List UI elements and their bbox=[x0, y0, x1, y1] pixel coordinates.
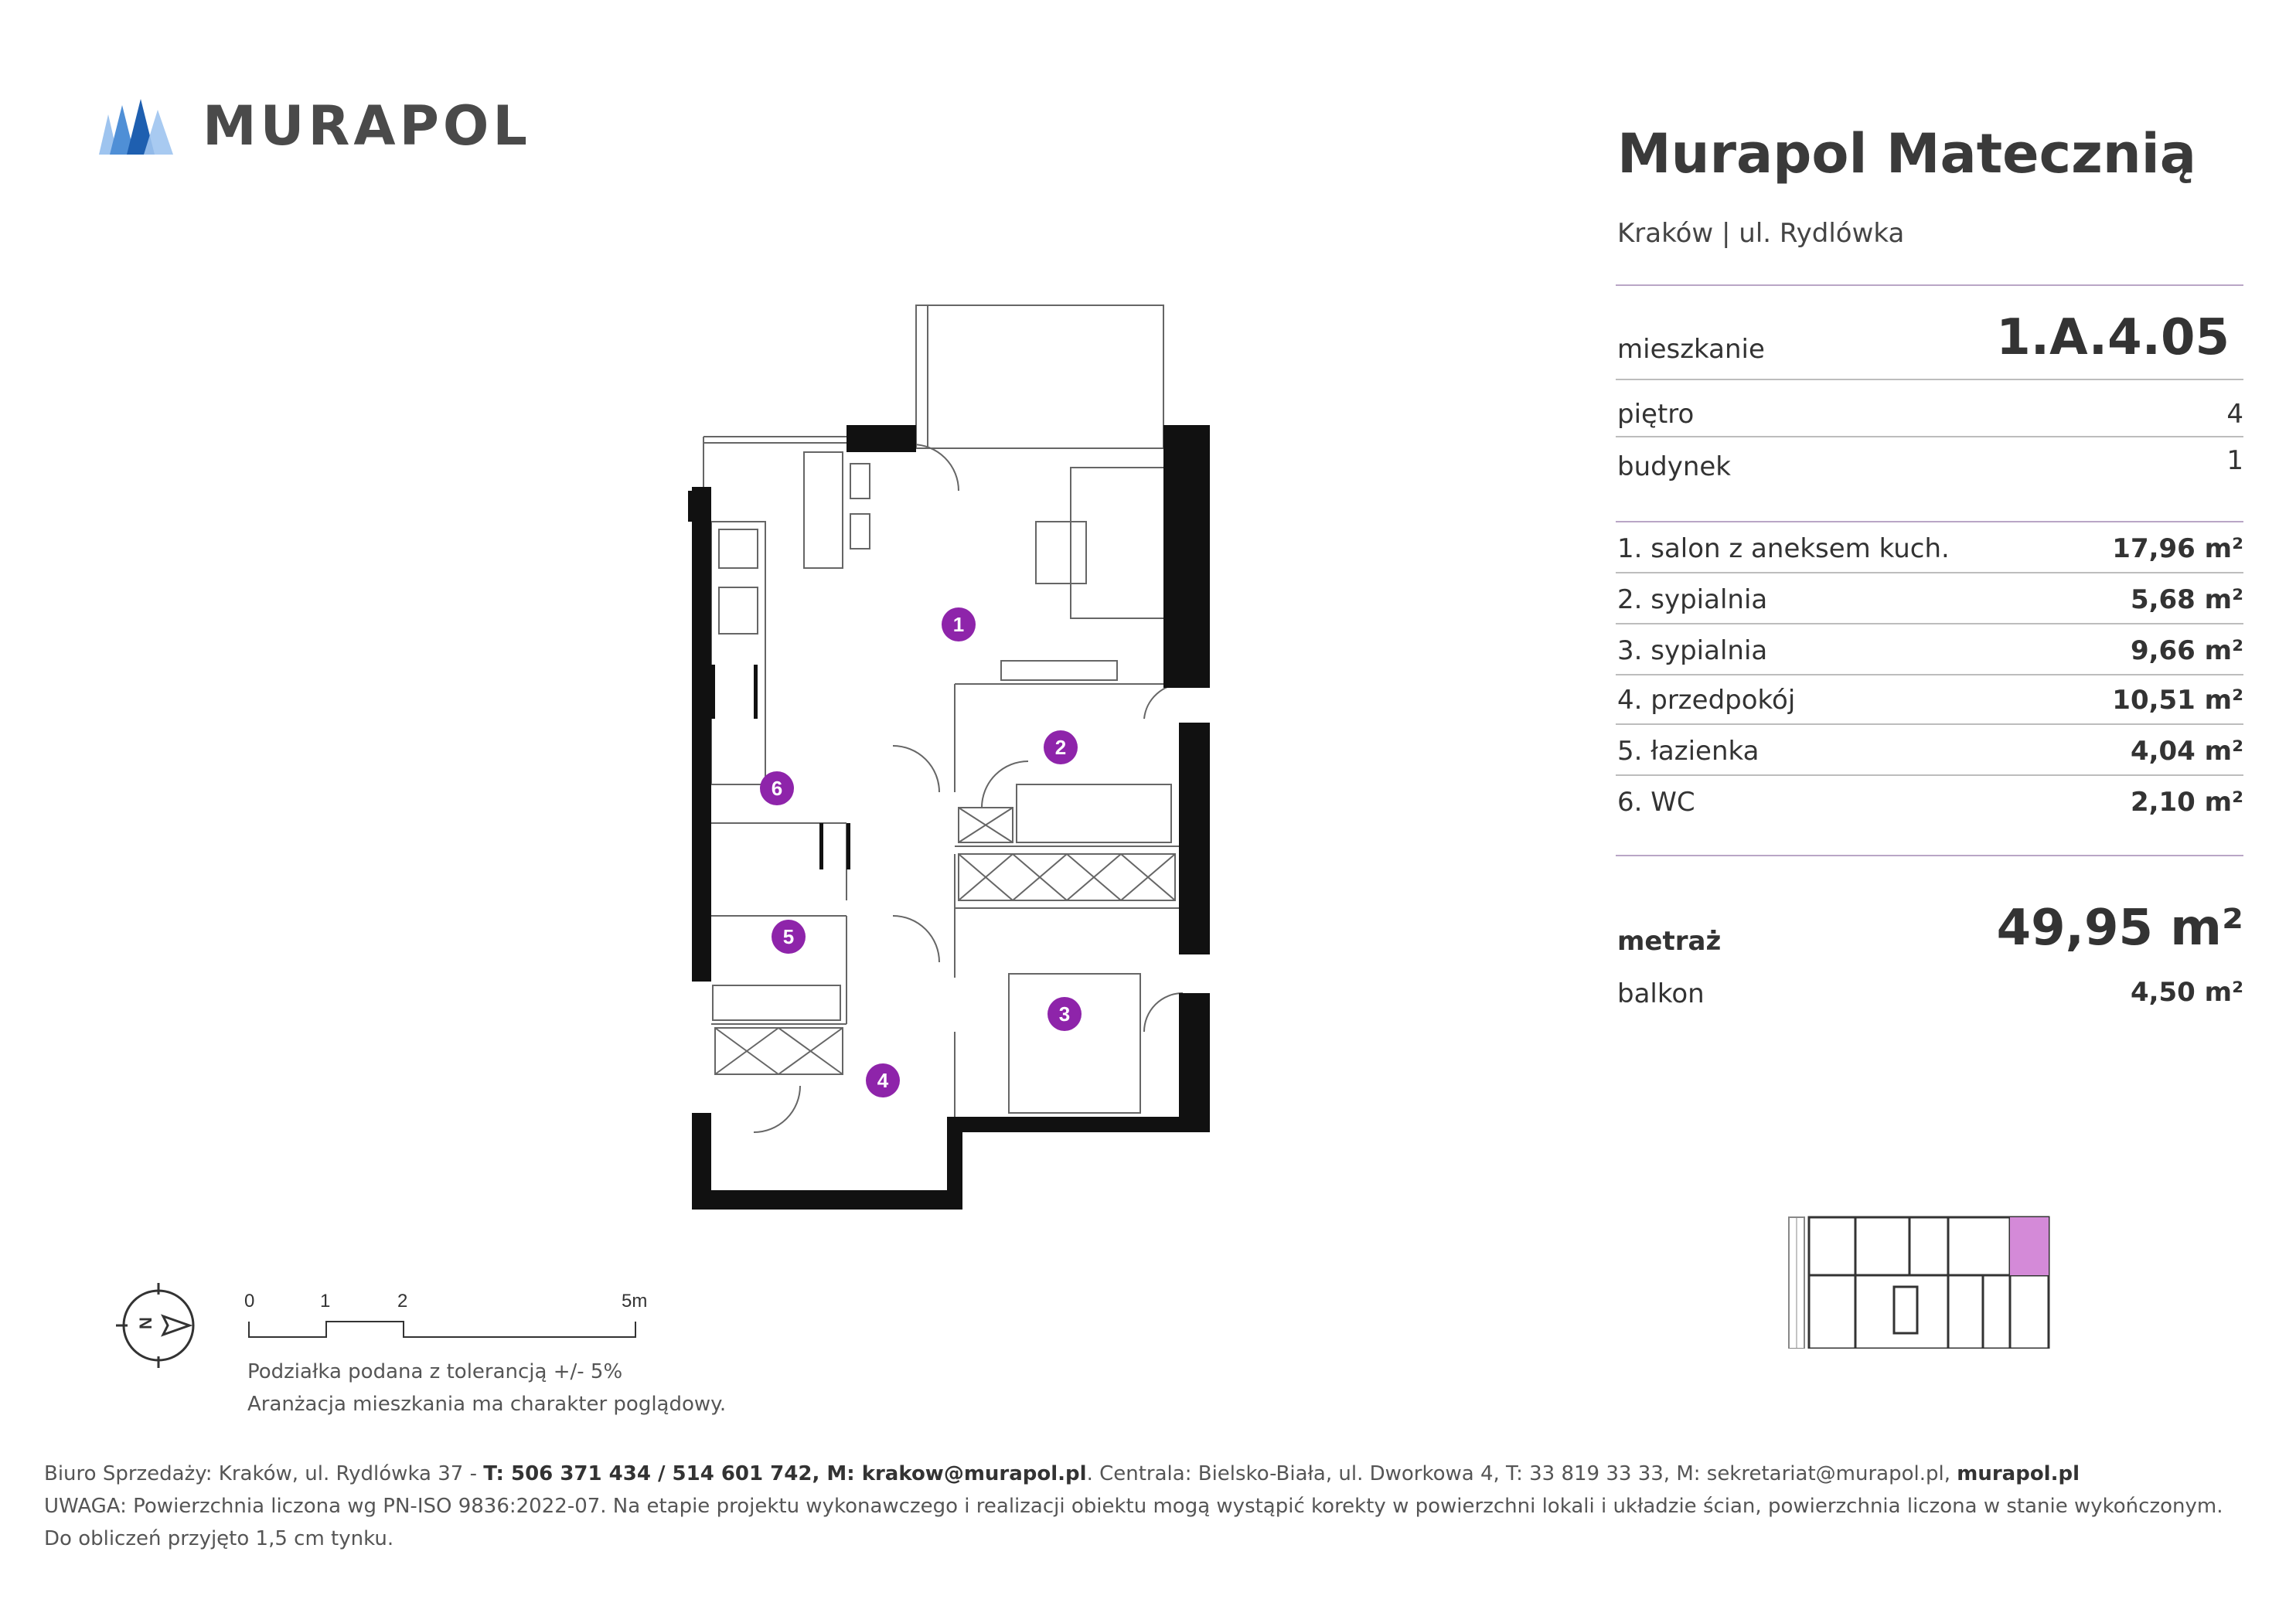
room-marker: 1 bbox=[952, 613, 965, 636]
scale-tick: 2 bbox=[397, 1291, 408, 1312]
room-label: 6. WC bbox=[1617, 787, 1695, 818]
divider bbox=[1616, 623, 2243, 624]
room-area: 2,10 m² bbox=[2130, 787, 2243, 818]
footer-phone-email[interactable]: T: 506 371 434 / 514 601 742, M: krakow@murapol.pl bbox=[483, 1462, 1087, 1485]
footer-plaster-note: Do obliczeń przyjęto 1,5 cm tynku. bbox=[44, 1527, 394, 1550]
balcony-label: balkon bbox=[1617, 978, 1705, 1009]
room-marker: 3 bbox=[1058, 1002, 1071, 1026]
unit-number: 1.A.4.05 bbox=[1996, 309, 2230, 366]
divider bbox=[1616, 723, 2243, 725]
room-label: 2. sypialnia bbox=[1617, 584, 1768, 615]
divider bbox=[1616, 521, 2243, 522]
scale-note: Podziałka podana z tolerancją +/- 5% bbox=[247, 1360, 623, 1383]
room-label: 5. łazienka bbox=[1617, 736, 1759, 767]
building-key-plan bbox=[1786, 1194, 2056, 1349]
room-area: 5,68 m² bbox=[2130, 584, 2243, 615]
room-area: 9,66 m² bbox=[2130, 635, 2243, 666]
building-label: budynek bbox=[1617, 451, 1731, 482]
footer-website-link[interactable]: murapol.pl bbox=[1957, 1462, 2080, 1485]
project-title: Murapol Matecznią bbox=[1617, 122, 2196, 185]
room-area: 17,96 m² bbox=[2112, 533, 2243, 564]
total-area-label: metraż bbox=[1617, 926, 1722, 957]
room-marker: 6 bbox=[771, 777, 783, 800]
scale-bar bbox=[240, 1287, 673, 1349]
room-area: 10,51 m² bbox=[2112, 685, 2243, 716]
arrangement-note: Aranżacja mieszkania ma charakter poglądowy. bbox=[247, 1393, 727, 1416]
unit-label: mieszkanie bbox=[1617, 334, 1765, 365]
total-area-value: 49,95 m² bbox=[1996, 900, 2243, 957]
divider bbox=[1616, 674, 2243, 675]
footer-warning: UWAGA: Powierzchnia liczona wg PN-ISO 9836:2022-07. Na etapie projektu wykonawczego i realizacji obiektu mogą wystąpić korekty w powierzchni lokali i układzie ścian, powierzchnia liczona w stanie wykończonym. bbox=[44, 1495, 2223, 1518]
footer-hq: . Centrala: Bielsko-Biała, ul. Dworkowa 4, T: 33 819 33 33, M: sekretariat@murapol.pl, bbox=[1086, 1462, 1957, 1485]
footer-office: Biuro Sprzedaży: Kraków, ul. Rydlówka 37 - bbox=[44, 1462, 484, 1485]
floor-value: 4 bbox=[2226, 399, 2243, 430]
divider bbox=[1616, 379, 2243, 380]
scale-tick: 0 bbox=[244, 1291, 255, 1312]
room-label: 4. przedpokój bbox=[1617, 685, 1796, 716]
room-marker: 4 bbox=[877, 1069, 889, 1092]
room-label: 3. sypialnia bbox=[1617, 635, 1768, 666]
murapol-logo bbox=[99, 99, 192, 161]
brand-name: MURAPOL bbox=[203, 94, 531, 158]
divider bbox=[1616, 774, 2243, 776]
building-value: 1 bbox=[2226, 445, 2243, 476]
floor-plan bbox=[680, 298, 1221, 1210]
floor-label: piętro bbox=[1617, 399, 1695, 430]
scale-tick: 5m bbox=[622, 1291, 648, 1312]
compass-icon bbox=[112, 1279, 213, 1372]
divider bbox=[1616, 436, 2243, 437]
room-marker: 2 bbox=[1054, 736, 1067, 759]
room-area: 4,04 m² bbox=[2130, 736, 2243, 767]
divider bbox=[1616, 572, 2243, 573]
footer-contact bbox=[44, 1462, 2080, 1485]
divider bbox=[1616, 284, 2243, 286]
balcony-value: 4,50 m² bbox=[2130, 977, 2243, 1008]
north-letter: N bbox=[136, 1317, 155, 1329]
room-marker: 5 bbox=[782, 925, 795, 948]
scale-tick: 1 bbox=[320, 1291, 331, 1312]
divider bbox=[1616, 855, 2243, 856]
project-location: Kraków | ul. Rydlówka bbox=[1617, 218, 1905, 249]
room-label: 1. salon z aneksem kuch. bbox=[1617, 533, 1950, 564]
